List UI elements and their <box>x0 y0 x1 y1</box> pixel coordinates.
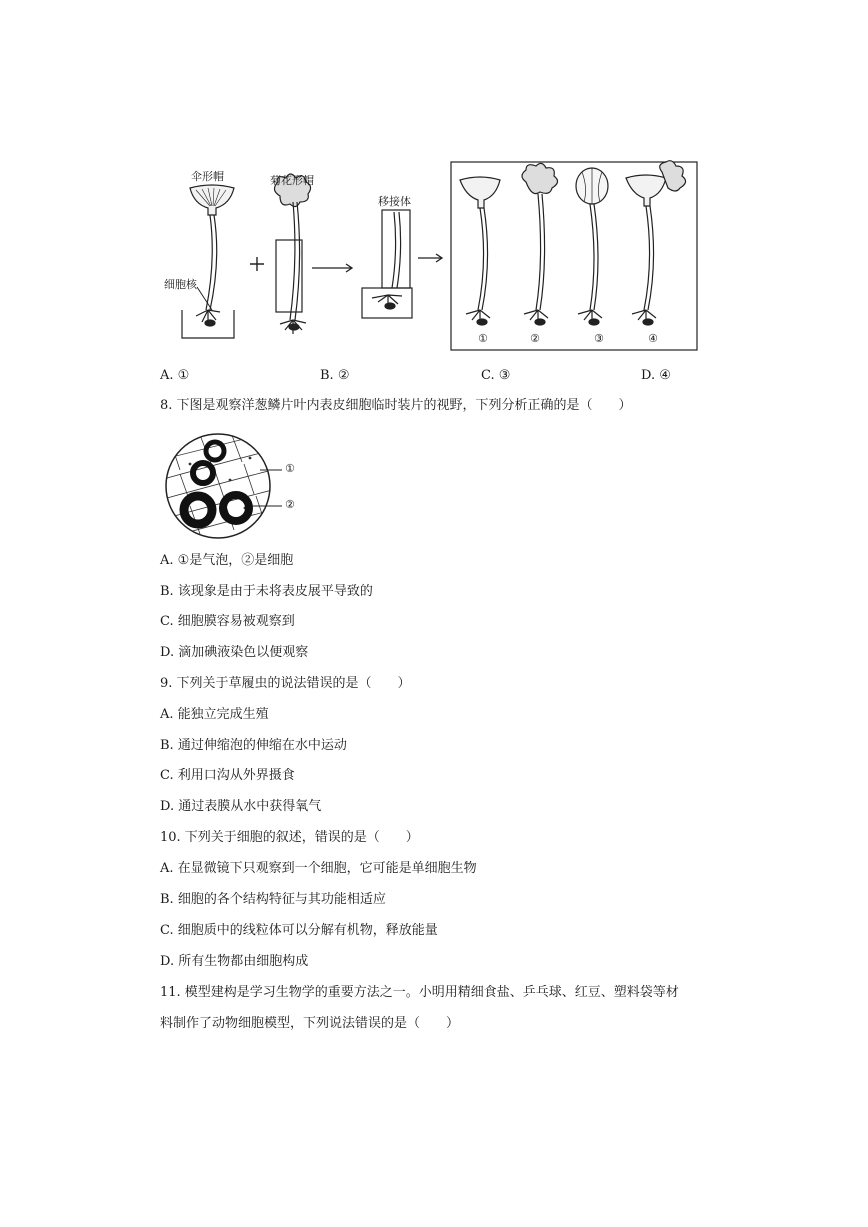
result-label-1: ① <box>478 332 488 345</box>
label-umbrella-cap: 伞形帽 <box>191 170 224 183</box>
umbrella-cap-plant <box>182 185 234 338</box>
graft-plant <box>362 210 412 318</box>
option-letter: C. <box>481 368 495 383</box>
q10-option-a: A. 在显微镜下只观察到一个细胞，它可能是单细胞生物 <box>160 861 477 876</box>
field-label-2: ② <box>285 498 295 511</box>
option-letter: B. <box>320 368 334 383</box>
q9-option-c: C. 利用口沟从外界摄食 <box>160 768 295 783</box>
q9-option-d: D. 通过表膜从水中获得氧气 <box>160 799 322 814</box>
q7-option-c <box>481 368 510 384</box>
option-text: ④ <box>659 368 671 383</box>
result-label-3: ③ <box>594 332 604 345</box>
q7-option-d <box>641 368 671 384</box>
q8-option-d: D. 滴加碘液染色以便观察 <box>160 645 309 660</box>
q7-option-a <box>160 368 189 384</box>
label-nucleus: 细胞核 <box>164 278 197 291</box>
q7-option-b <box>320 368 349 384</box>
label-transplant: 移接体 <box>378 195 411 208</box>
q10-option-b: B. 细胞的各个结构特征与其功能相适应 <box>160 892 386 907</box>
q10-option-d: D. 所有生物都由细胞构成 <box>160 954 309 969</box>
q10-option-c: C. 细胞质中的线粒体可以分解有机物，释放能量 <box>160 923 438 938</box>
label-chrysanthemum-cap: 菊花形帽 <box>270 174 314 187</box>
q8-option-b: B. 该现象是由于未将表皮展平导致的 <box>160 584 373 599</box>
option-text: ① <box>177 368 190 383</box>
q11-stem-line1: 11. 模型建构是学习生物学的重要方法之一。小明用精细食盐、乒乓球、红豆、塑料袋等材 <box>160 985 679 1000</box>
option-letter: D. <box>641 368 656 383</box>
nucleus-pointer-line <box>196 286 214 312</box>
q9-option-a: A. 能独立完成生殖 <box>160 707 269 722</box>
result-label-4: ④ <box>648 332 658 345</box>
chrysanthemum-cap-plant <box>274 174 310 334</box>
acetabularia-grafting-figure <box>150 160 710 355</box>
option-text: ② <box>337 368 350 383</box>
q11-stem-line2: 料制作了动物细胞模型，下列说法错误的是（ ） <box>160 1016 460 1031</box>
microscope-field-figure <box>160 430 310 545</box>
result-label-2: ② <box>530 332 540 345</box>
q8-option-c: C. 细胞膜容易被观察到 <box>160 614 295 629</box>
q10-stem: 10. 下列关于细胞的叙述，错误的是（ ） <box>160 830 419 845</box>
option-text: ③ <box>498 368 511 383</box>
q9-stem: 9. 下列关于草履虫的说法错误的是（ ） <box>160 676 411 691</box>
field-label-1: ① <box>285 462 295 475</box>
q8-stem: 8. 下图是观察洋葱鳞片叶内表皮细胞临时装片的视野，下列分析正确的是（ ） <box>160 398 632 413</box>
q8-option-a: A. ①是气泡，②是细胞 <box>160 553 294 568</box>
option-letter: A. <box>160 368 174 383</box>
q9-option-b: B. 通过伸缩泡的伸缩在水中运动 <box>160 738 347 753</box>
